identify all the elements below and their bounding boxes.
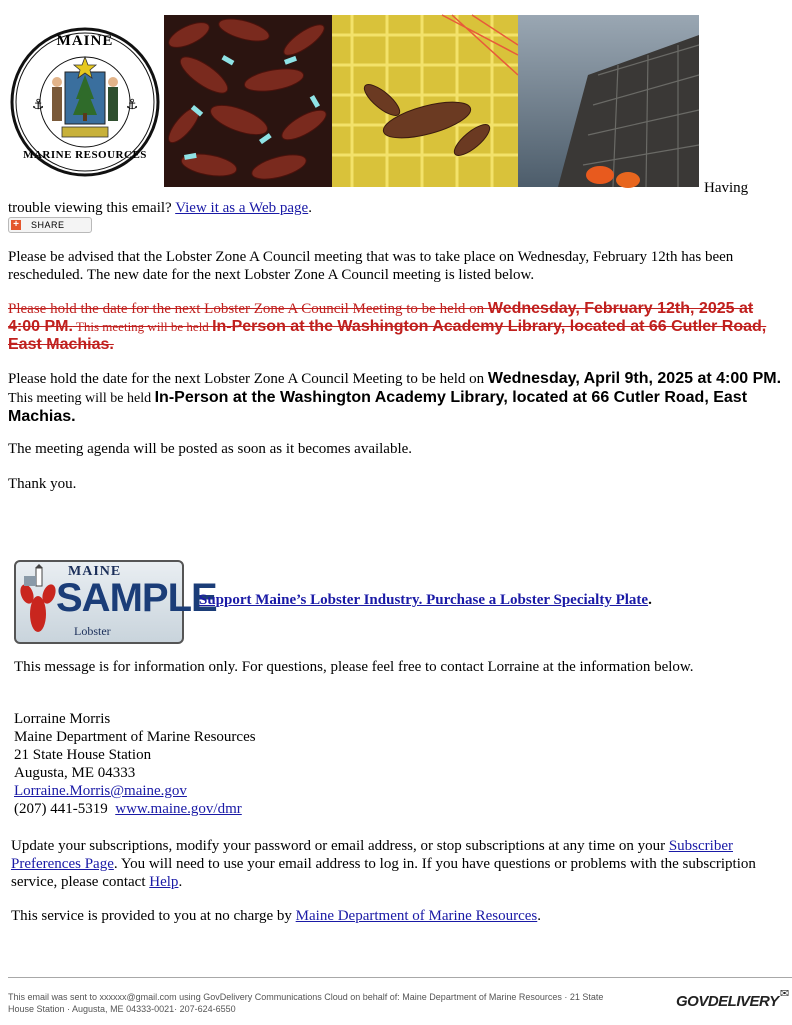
- contact-dept: Maine Department of Marine Resources: [14, 729, 256, 745]
- new-mid: This meeting will be held: [8, 391, 155, 406]
- old-mid: This meeting will be held: [72, 319, 213, 334]
- notice-line-2: rescheduled. The new date for the next Lobster Zone A Council meeting is listed below.: [8, 267, 535, 283]
- share-label: SHARE: [31, 220, 65, 230]
- notice-line-1: Please be advised that the Lobster Zone A Council meeting that was to take place on Wednesday, February 12th has been: [8, 249, 734, 265]
- plate-lobster: Lobster: [74, 624, 111, 638]
- new-place: In-Person at the Washington Academy Library, located at 66 Cutler Road, East Machias.: [8, 389, 748, 425]
- thanks-line: Thank you.: [8, 476, 77, 492]
- cancelled-meeting-notice: [8, 300, 788, 354]
- contact-address2: Augusta, ME 04333: [14, 765, 136, 781]
- dmr-website-link[interactable]: www.maine.gov/dmr: [115, 801, 242, 817]
- plate-lighthouse-icon: [24, 564, 54, 586]
- svg-text:⚓: ⚓: [31, 97, 45, 113]
- contact-name: Lorraine Morris: [14, 711, 111, 727]
- trouble-prefix: Having: [704, 180, 749, 196]
- new-date: Wednesday, April 9th, 2025 at 4:00 PM.: [487, 370, 782, 387]
- govdelivery-logo[interactable]: [676, 988, 790, 1010]
- plate-state: MAINE: [68, 564, 122, 579]
- plate-promo-link[interactable]: Support Maine’s Lobster Industry. Purchase a Lobster Specialty Plate: [199, 592, 649, 608]
- old-place: In-Person at the Washington Academy Library, located at 66 Cutler Road, East Machias.: [8, 318, 767, 353]
- lobster-pile-photo: [164, 15, 332, 187]
- old-date: Wednesday, February 12th, 2025 at 4:00 PM.: [8, 300, 754, 335]
- old-intro: Please hold the date for the next Lobster Zone A Council Meeting to be held on: [8, 301, 488, 317]
- contact-block: [14, 710, 256, 818]
- contact-email-link[interactable]: Lorraine.Morris@maine.gov: [14, 783, 187, 799]
- govdelivery-logo-text: GOVDELIVERY: [676, 993, 779, 1010]
- footer-divider: [8, 977, 792, 978]
- trouble-text: trouble viewing this email?: [8, 200, 172, 216]
- share-button[interactable]: [8, 217, 92, 233]
- contact-address1: 21 State House Station: [14, 747, 152, 763]
- lobster-plate-image[interactable]: [14, 560, 217, 644]
- plate-lobster-icon: [18, 582, 58, 638]
- web-page-link[interactable]: View it as a Web page: [175, 200, 309, 216]
- plate-sample: SAMPLE: [56, 576, 217, 620]
- footer-line-1: This email was sent to xxxxxx@gmail.com using GovDelivery Communications Cloud on behalf of: Maine Department of Marine Resources · 21 State: [8, 992, 604, 1002]
- share-plus-icon: +: [11, 220, 21, 230]
- seal-bottom-text: MARINE RESOURCES: [23, 149, 147, 161]
- new-meeting-notice: [8, 370, 788, 426]
- footer-text: [8, 991, 658, 1015]
- service-text: This service is provided to you at no charge by Maine Department of Marine Resources.: [11, 908, 541, 924]
- contact-info: This message is for information only. For questions, please feel free to contact Lorraine at the information below.: [14, 659, 694, 675]
- lobster-trap-photo: [332, 15, 518, 187]
- maine-marine-resources-seal: [10, 27, 160, 177]
- plate-promo: Support Maine’s Lobster Industry. Purchase a Lobster Specialty Plate.: [199, 592, 652, 608]
- svg-text:⚓: ⚓: [125, 97, 139, 113]
- contact-phone: (207) 441-5319: [14, 801, 112, 817]
- subscription-text: Update your subscriptions, modify your password or email address, or stop subscriptions at any time on your Subscriber Preferences Page. You will need to use your email address to log in. If you have questions or problems with the subscription service, please contact Help.: [11, 838, 756, 890]
- subscriber-preferences-link[interactable]: Subscriber Preferences Page: [11, 838, 733, 872]
- trouble-viewing-line: trouble viewing this email? View it as a Web page.: [8, 200, 312, 216]
- help-link[interactable]: Help: [149, 874, 179, 890]
- dmr-link[interactable]: Maine Department of Marine Resources: [295, 908, 538, 924]
- traps-on-boat-photo: [518, 15, 699, 187]
- seal-top-text: MAINE: [56, 33, 114, 49]
- footer-line-2: House Station · Augusta, ME 04333-0021· 207-624-6550: [8, 1004, 236, 1014]
- new-intro: Please hold the date for the next Lobster Zone A Council Meeting to be held on: [8, 371, 488, 387]
- agenda-line: The meeting agenda will be posted as soon as it becomes available.: [8, 441, 413, 457]
- envelope-icon: ✉: [780, 988, 790, 1000]
